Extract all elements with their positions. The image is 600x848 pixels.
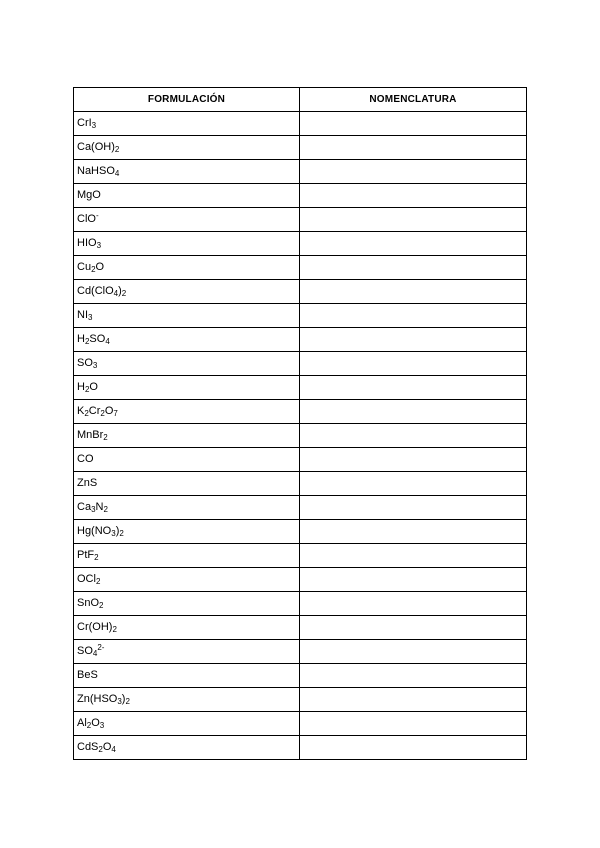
formula-subscript: 2 xyxy=(84,385,90,394)
nomenclature-cell[interactable] xyxy=(300,400,527,424)
formula-subscript: 3 xyxy=(99,721,105,730)
nomenclature-cell[interactable] xyxy=(300,544,527,568)
formula-text: Zn(HSO xyxy=(77,693,118,705)
table-row xyxy=(74,424,527,448)
formula-cell xyxy=(74,136,300,160)
header-formulacion: FORMULACIÓN xyxy=(74,88,300,112)
nomenclature-cell[interactable] xyxy=(300,640,527,664)
formula-text: MgO xyxy=(77,189,101,201)
nomenclature-cell[interactable] xyxy=(300,592,527,616)
formula-subscript: 4 xyxy=(111,745,116,754)
formula-cell xyxy=(74,568,300,592)
table-row xyxy=(74,712,527,736)
formula-subscript: 4 xyxy=(113,289,119,298)
table-row xyxy=(74,544,527,568)
nomenclature-cell[interactable] xyxy=(300,424,527,448)
formula-text: Cu xyxy=(77,261,92,273)
formula-text: ) xyxy=(118,285,122,297)
formula-subscript: 4 xyxy=(105,337,110,346)
formula-cell xyxy=(74,304,300,328)
formula-subscript: 2 xyxy=(91,265,96,274)
formula-cell xyxy=(74,232,300,256)
table-row xyxy=(74,160,527,184)
table-row xyxy=(74,232,527,256)
nomenclature-cell[interactable] xyxy=(300,568,527,592)
formula-cell xyxy=(74,208,300,232)
table-body xyxy=(74,112,527,760)
formula-text: Hg(NO xyxy=(77,525,112,537)
formula-text: ) xyxy=(121,693,126,705)
header-row xyxy=(74,88,527,112)
table-row xyxy=(74,352,527,376)
table-row xyxy=(74,592,527,616)
table-row xyxy=(74,112,527,136)
formula-subscript: 2 xyxy=(94,553,99,562)
table-header xyxy=(74,88,527,112)
table-row xyxy=(74,616,527,640)
formula-text: NaHSO xyxy=(77,165,115,177)
nomenclature-cell[interactable] xyxy=(300,304,527,328)
formula-subscript: 2 xyxy=(119,529,124,538)
nomenclature-cell[interactable] xyxy=(300,136,527,160)
nomenclature-cell[interactable] xyxy=(300,712,527,736)
table-row xyxy=(74,664,527,688)
formula-text: O xyxy=(89,381,98,393)
formula-cell xyxy=(74,712,300,736)
formula-subscript: 2 xyxy=(121,289,127,298)
table-row xyxy=(74,472,527,496)
formula-subscript: 2 xyxy=(112,625,117,634)
nomenclature-cell[interactable] xyxy=(300,496,527,520)
formula-subscript: 2 xyxy=(99,601,104,610)
formula-cell xyxy=(74,448,300,472)
formula-text: Cd(ClO xyxy=(77,285,114,297)
formula-subscript: 2 xyxy=(103,433,108,442)
formula-cell xyxy=(74,424,300,448)
nomenclature-cell[interactable] xyxy=(300,448,527,472)
formula-text: SO xyxy=(77,645,93,657)
nomenclature-cell[interactable] xyxy=(300,232,527,256)
formula-text: O xyxy=(104,405,114,417)
nomenclature-cell[interactable] xyxy=(300,616,527,640)
formula-text: BeS xyxy=(77,669,98,681)
formula-cell xyxy=(74,376,300,400)
formula-cell xyxy=(74,280,300,304)
formula-text: MnBr xyxy=(77,429,104,441)
formula-text: O xyxy=(91,717,100,729)
formula-text: N xyxy=(95,501,104,513)
formula-text: SO xyxy=(77,357,93,369)
nomenclature-cell[interactable] xyxy=(300,328,527,352)
formula-text: K xyxy=(77,405,85,417)
formula-subscript: 4 xyxy=(114,169,120,178)
formula-cell xyxy=(74,400,300,424)
formula-subscript: 3 xyxy=(92,361,98,370)
table-row xyxy=(74,280,527,304)
formula-subscript: 4 xyxy=(92,649,98,658)
table-row xyxy=(74,736,527,760)
table-row xyxy=(74,376,527,400)
formula-subscript: 2 xyxy=(86,721,92,730)
formula-text: O xyxy=(95,261,105,273)
formula-text: H xyxy=(77,333,85,345)
formula-superscript: 2- xyxy=(97,643,105,652)
formula-text: ClO xyxy=(77,213,96,225)
table-row xyxy=(74,304,527,328)
nomenclature-cell[interactable] xyxy=(300,520,527,544)
nomenclature-cell[interactable] xyxy=(300,184,527,208)
table-row xyxy=(74,256,527,280)
chemistry-worksheet-table xyxy=(73,87,527,760)
formula-subscript: 2 xyxy=(100,409,105,418)
formula-cell xyxy=(74,256,300,280)
nomenclature-cell[interactable] xyxy=(300,736,527,760)
nomenclature-cell[interactable] xyxy=(300,208,527,232)
formula-text: CdS xyxy=(77,741,99,753)
formula-subscript: 3 xyxy=(117,697,122,706)
formula-cell xyxy=(74,472,300,496)
formula-cell xyxy=(74,328,300,352)
nomenclature-cell[interactable] xyxy=(300,280,527,304)
table-row xyxy=(74,640,527,664)
formula-cell xyxy=(74,616,300,640)
table-row xyxy=(74,568,527,592)
formula-cell xyxy=(74,640,300,664)
formula-text: NI xyxy=(77,309,88,321)
nomenclature-cell[interactable] xyxy=(300,160,527,184)
formula-subscript: 2 xyxy=(98,745,103,754)
formula-subscript: 2 xyxy=(103,505,108,514)
formula-subscript: 2 xyxy=(84,409,89,418)
formula-text: H xyxy=(77,381,85,393)
formula-text: Cr(OH) xyxy=(77,621,113,633)
table-row xyxy=(74,328,527,352)
formula-cell xyxy=(74,520,300,544)
nomenclature-cell[interactable] xyxy=(300,256,527,280)
table-row xyxy=(74,400,527,424)
formula-cell xyxy=(74,688,300,712)
table-row xyxy=(74,688,527,712)
formula-text: Ca(OH) xyxy=(77,141,115,153)
formula-subscript: 3 xyxy=(91,121,97,130)
formula-text: HIO xyxy=(77,237,97,249)
formula-text: Cr xyxy=(88,405,101,417)
nomenclature-cell[interactable] xyxy=(300,664,527,688)
formula-cell xyxy=(74,352,300,376)
formula-superscript: - xyxy=(95,211,99,220)
formula-subscript: 3 xyxy=(111,529,116,538)
formula-text: ) xyxy=(115,525,120,537)
formula-subscript: 2 xyxy=(84,337,90,346)
formula-cell xyxy=(74,664,300,688)
table-row xyxy=(74,208,527,232)
formula-cell xyxy=(74,736,300,760)
table-row xyxy=(74,496,527,520)
formula-subscript: 3 xyxy=(96,241,102,250)
formula-text: Al xyxy=(77,717,87,729)
formula-cell xyxy=(74,160,300,184)
nomenclature-cell[interactable] xyxy=(300,352,527,376)
formula-text: SO xyxy=(89,333,106,345)
formula-text: CrI xyxy=(77,117,92,129)
formula-subscript: 2 xyxy=(125,697,130,706)
nomenclature-cell[interactable] xyxy=(300,688,527,712)
nomenclature-cell[interactable] xyxy=(300,472,527,496)
formula-text: ZnS xyxy=(77,477,98,489)
table-row xyxy=(74,184,527,208)
formula-text: Ca xyxy=(77,501,92,513)
formula-text: OCl xyxy=(77,573,96,585)
formula-text: O xyxy=(102,741,112,753)
formula-text: CO xyxy=(77,453,94,465)
formula-cell xyxy=(74,496,300,520)
header-nomenclatura: NOMENCLATURA xyxy=(300,88,527,112)
formula-subscript: 3 xyxy=(91,505,96,514)
nomenclature-cell[interactable] xyxy=(300,112,527,136)
formula-subscript: 2 xyxy=(95,577,101,586)
formula-subscript: 3 xyxy=(88,313,93,322)
formula-cell xyxy=(74,544,300,568)
formula-cell xyxy=(74,592,300,616)
formula-cell xyxy=(74,112,300,136)
formula-subscript: 2 xyxy=(114,145,120,154)
nomenclature-cell[interactable] xyxy=(300,376,527,400)
formula-text: SnO xyxy=(77,597,100,609)
table-row xyxy=(74,136,527,160)
table-row xyxy=(74,520,527,544)
formula-text: PtF xyxy=(77,549,95,561)
table-row xyxy=(74,448,527,472)
formula-subscript: 7 xyxy=(113,409,118,418)
formula-cell xyxy=(74,184,300,208)
